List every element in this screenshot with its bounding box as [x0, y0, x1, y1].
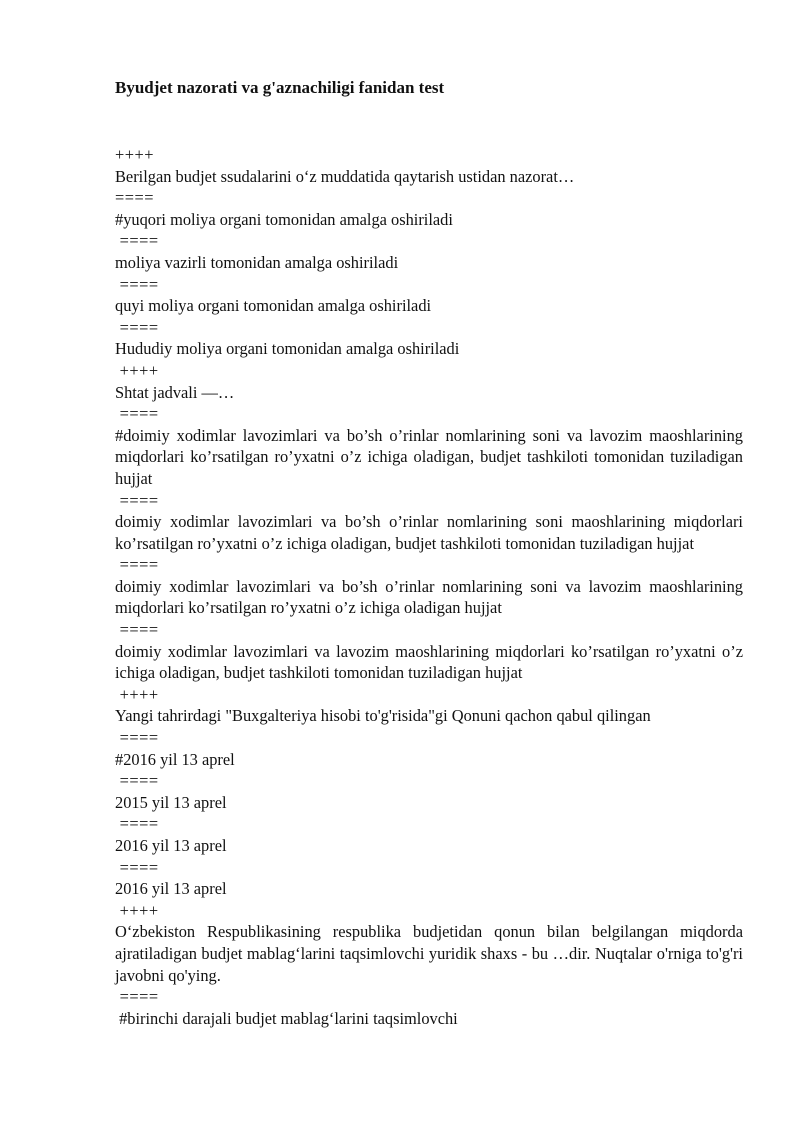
answer-option: Hududiy moliya organi tomonidan amalga oshiriladi — [115, 339, 460, 359]
answer-option: doimiy xodimlar lavozimlari va lavozim maoshlarining miqdorlari ko’rsatilgan ro’yxatni o’z ichiga oladigan, budjet tashkiloti tomonidan tuziladigan hujjat — [115, 641, 743, 683]
question-separator: ++++ — [115, 684, 159, 704]
answer-option-correct: #doimiy xodimlar lavozimlari va bo’sh o’rinlar nomlarining soni va lavozim maoshlarining miqdorlari ko’rsatilgan ro’yxatni o’z ichiga oladigan, budjet tashkiloti tomonidan tuziladigan hujjat — [115, 425, 743, 488]
answer-separator: ==== — [115, 814, 159, 834]
answer-separator: ==== — [115, 555, 159, 575]
answer-option: 2016 yil 13 aprel — [115, 879, 227, 899]
question-separator: ++++ — [115, 900, 159, 920]
answer-separator: ==== — [115, 857, 159, 877]
answer-separator: ==== — [115, 987, 159, 1007]
answer-option: doimiy xodimlar lavozimlari va bo’sh o’rinlar nomlarining soni maoshlarining miqdorlari ko’rsatilgan ro’yxatni o’z ichiga oladigan, budjet tashkiloti tomonidan tuziladigan hujjat — [115, 512, 743, 553]
answer-separator: ==== — [115, 490, 159, 510]
answer-separator: ==== — [115, 620, 159, 640]
answer-separator: ==== — [115, 404, 159, 424]
answer-option: doimiy xodimlar lavozimlari va bo’sh o’rinlar nomlarining soni va lavozim maoshlarining miqdorlari ko’rsatilgan ro’yxatni o’z ichiga oladigan hujjat — [115, 576, 743, 618]
question-text: Yangi tahrirdagi "Buxgalteriya hisobi to'g'risida"gi Qonuni qachon qabul qilingan — [115, 706, 651, 726]
answer-separator: ==== — [115, 317, 159, 337]
question-separator: ++++ — [115, 145, 154, 164]
answer-option: moliya vazirli tomonidan amalga oshiriladi — [115, 252, 399, 272]
answer-option-correct: #birinchi darajali budjet mablag‘larini taqsimlovchi — [115, 1008, 458, 1028]
question-text: O‘zbekiston Respublikasining respublika budjetidan qonun bilan belgilangan miqdorda ajratiladigan budjet mablag‘larini taqsimlovchi yuridik shaxs - bu …dir. Nuqtalar o'rniga to'g'ri javobni qo'ying. — [115, 922, 743, 985]
answer-separator: ==== — [115, 274, 159, 294]
question-text: Berilgan budjet ssudalarini o‘z muddatida qaytarish ustidan nazorat… — [115, 166, 575, 186]
answer-option: 2015 yil 13 aprel — [115, 792, 227, 812]
question-separator: ++++ — [115, 360, 159, 380]
answer-option: 2016 yil 13 aprel — [115, 836, 227, 855]
document-title: Byudjet nazorati va g'aznachiligi fanidan test — [115, 78, 445, 97]
document-content — [115, 144, 743, 1029]
answer-option: quyi moliya organi tomonidan amalga oshiriladi — [115, 296, 432, 316]
answer-separator: ==== — [115, 188, 154, 208]
answer-separator: ==== — [115, 231, 159, 251]
answer-separator: ==== — [115, 728, 159, 748]
answer-option-correct: #2016 yil 13 aprel — [115, 749, 235, 769]
question-text: Shtat jadvali —… — [115, 382, 235, 402]
answer-option-correct: #yuqori moliya organi tomonidan amalga oshiriladi — [115, 209, 453, 229]
answer-separator: ==== — [115, 771, 159, 791]
